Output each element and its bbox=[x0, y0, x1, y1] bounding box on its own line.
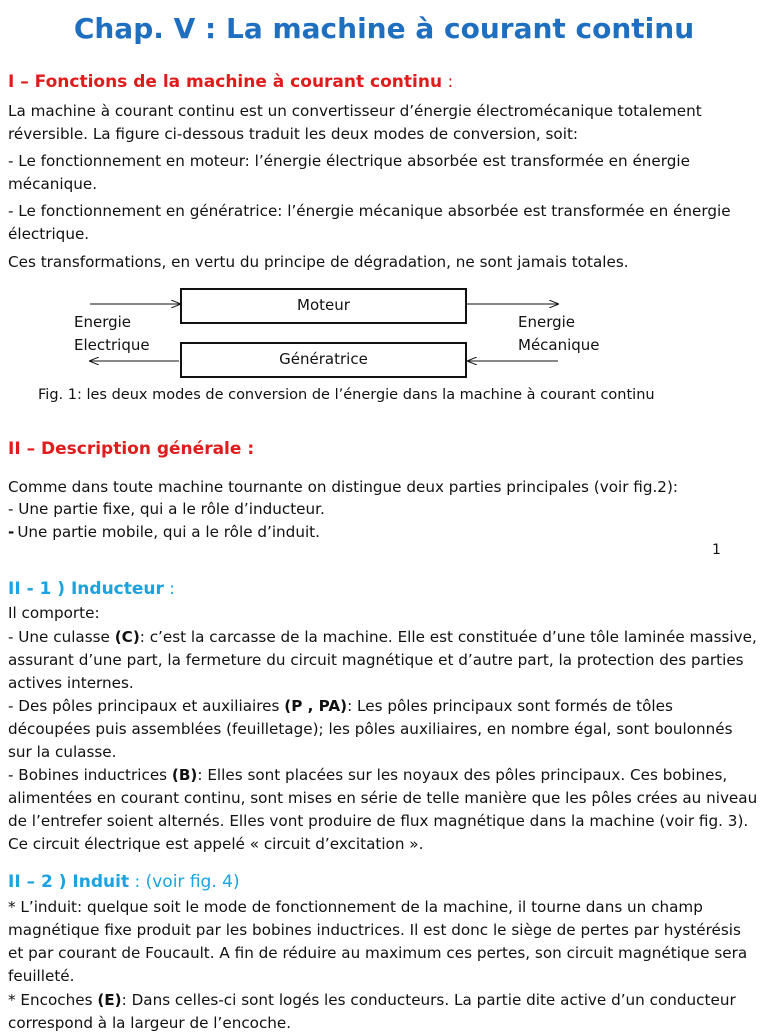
culasse-lead: - Une culasse bbox=[8, 628, 115, 646]
page-title: Chap. V : La machine à courant continu bbox=[73, 12, 695, 45]
section-1-paragraph-4: Ces transformations, en vertu du principe de dégradation, ne sont jamais totales. bbox=[8, 253, 629, 271]
motor-box-label: Moteur bbox=[297, 296, 350, 314]
section-1-heading bbox=[8, 72, 453, 92]
section-2-item-2-text: Une partie mobile, qui a le rôle d’induit. bbox=[17, 523, 320, 541]
section-2-1-heading-suffix: : bbox=[163, 579, 176, 599]
section-2-heading: II – Description générale : bbox=[8, 439, 255, 459]
section-2-item-2 bbox=[8, 521, 760, 544]
dash-bullet-icon: - bbox=[8, 523, 15, 541]
bobines-code: (B) bbox=[171, 766, 198, 784]
section-2-intro: Comme dans toute machine tournante on distingue deux parties principales (voir fig.2): bbox=[8, 478, 679, 496]
section-1-heading-suffix: : bbox=[442, 72, 454, 92]
section-2-1-intro: Il comporte: bbox=[8, 604, 100, 622]
encoches-lead: * Encoches bbox=[8, 991, 98, 1009]
culasse-text: : c’est la carcasse de la machine. Elle est constituée d’une tôle laminée massive, assurant d’une part, la fermeture du circuit magnétique et d’autre part, la protection des parties actives internes. bbox=[8, 628, 757, 692]
poles-code: (P , PA) bbox=[284, 697, 348, 715]
section-1-paragraph-1: La machine à courant continu est un convertisseur d’énergie électromécanique totalement réversible. La figure ci-dessous traduit les deux modes de conversion, soit: bbox=[8, 102, 702, 143]
section-2-item-1: - Une partie fixe, qui a le rôle d’inducteur. bbox=[8, 500, 325, 518]
culasse-paragraph bbox=[8, 626, 760, 695]
poles-text: : Les pôles principaux sont formés de tôles découpées puis assemblées (feuilletage); les pôles auxiliaires, en nombre égal, sont boulonnés sur la culasse. bbox=[8, 697, 733, 761]
right-energy-label bbox=[518, 311, 600, 357]
page-number: 1 bbox=[712, 542, 721, 558]
left-label-line-2: Electrique bbox=[74, 336, 150, 354]
generator-box-label: Génératrice bbox=[279, 350, 368, 368]
section-2-2-heading-text: II – 2 ) Induit bbox=[8, 872, 130, 892]
encoches-paragraph bbox=[8, 989, 760, 1035]
encoches-code: (E) bbox=[97, 991, 122, 1009]
section-2-1-heading-text: II - 1 ) Inducteur bbox=[8, 579, 164, 599]
encoches-text: : Dans celles-ci sont logés les conducteurs. La partie dite active d’un conducteur correspond à la largeur de l’encoche. bbox=[8, 991, 736, 1032]
bobines-text: : Elles sont placées sur les noyaux des pôles principaux. Ces bobines, alimentées en courant continu, sont mises en série de telle manière que les pôles crées au niveau de l’entrefer soient alternés. Elles vont produire de flux magnétique dans la machine (voir fig. 3). Ce circuit électrique est appelé « circuit d’excitation ». bbox=[8, 766, 758, 853]
motor-box bbox=[180, 288, 467, 324]
culasse-code: (C) bbox=[114, 628, 140, 646]
generator-box bbox=[180, 342, 467, 378]
section-2-2-heading bbox=[8, 872, 240, 892]
induit-paragraph: * L’induit: quelque soit le mode de fonctionnement de la machine, il tourne dans un champ magnétique fixe produit par les bobines inductrices. Il est donc le siège de pertes par hystérésis et par courant de Foucault. A fin de réduire au maximum ces pertes, son circuit magnétique sera feuilleté. bbox=[8, 898, 748, 985]
poles-paragraph bbox=[8, 695, 760, 764]
left-energy-label bbox=[74, 311, 150, 357]
section-2-1-heading bbox=[8, 579, 175, 599]
left-label-line-1: Energie bbox=[74, 313, 132, 331]
right-label-line-1: Energie bbox=[518, 313, 576, 331]
section-2-2-heading-suffix: : (voir fig. 4) bbox=[129, 872, 240, 892]
poles-lead: - Des pôles principaux et auxiliaires bbox=[8, 697, 285, 715]
bobines-paragraph bbox=[8, 764, 760, 856]
conversion-diagram bbox=[0, 280, 768, 384]
section-1-heading-text: I – Fonctions de la machine à courant continu bbox=[8, 72, 443, 92]
figure-1-caption: Fig. 1: les deux modes de conversion de l’énergie dans la machine à courant continu bbox=[38, 387, 655, 403]
section-1-paragraph-3: - Le fonctionnement en génératrice: l’énergie mécanique absorbée est transformée en énergie électrique. bbox=[8, 202, 731, 243]
right-label-line-2: Mécanique bbox=[518, 336, 600, 354]
bobines-lead: - Bobines inductrices bbox=[8, 766, 172, 784]
section-1-paragraph-2: - Le fonctionnement en moteur: l’énergie électrique absorbée est transformée en énergie mécanique. bbox=[8, 152, 690, 193]
